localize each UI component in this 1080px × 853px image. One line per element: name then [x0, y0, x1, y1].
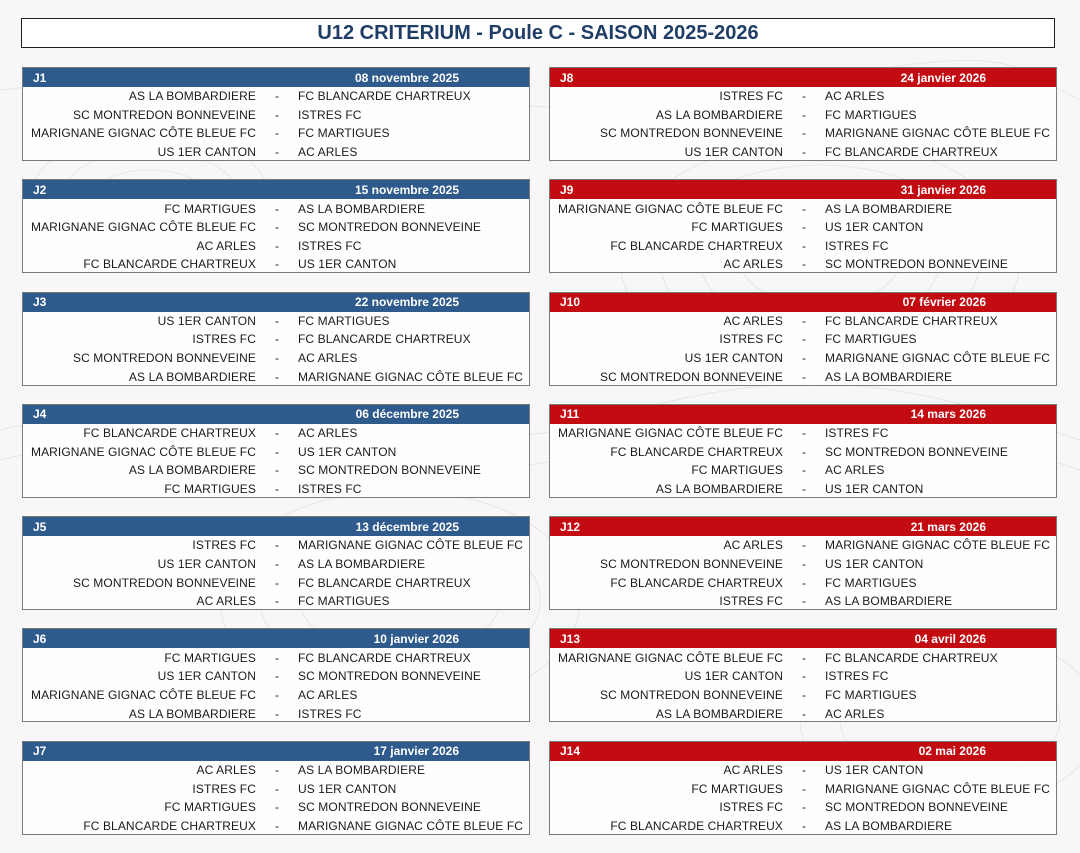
away-team: ISTRES FC: [825, 238, 889, 253]
away-team: AS LA BOMBARDIERE: [825, 369, 953, 384]
match-row: [23, 573, 529, 592]
home-team: ISTRES FC: [719, 89, 783, 104]
home-team: ISTRES FC: [719, 332, 783, 347]
match-separator: -: [274, 107, 280, 122]
round-day: J1: [33, 70, 47, 85]
match-row: [23, 555, 529, 574]
away-team: US 1ER CANTON: [825, 763, 924, 778]
match-separator: -: [801, 201, 807, 216]
away-team: US 1ER CANTON: [298, 444, 397, 459]
match-row: [23, 667, 529, 686]
round-date: 07 février 2026: [902, 295, 986, 310]
home-team: ISTRES FC: [719, 800, 783, 815]
round-day: J10: [560, 295, 581, 310]
home-team: SC MONTREDON BONNEVEINE: [600, 687, 783, 702]
match-row: [23, 106, 529, 125]
round-block: [22, 404, 530, 498]
away-team: ISTRES FC: [298, 481, 362, 496]
home-team: AC ARLES: [723, 257, 783, 272]
match-separator: -: [274, 201, 280, 216]
round-block: [549, 516, 1057, 610]
round-day: J12: [560, 519, 581, 534]
home-team: MARIGNANE GIGNAC CÔTE BLEUE FC: [30, 444, 256, 459]
match-row: [550, 367, 1056, 386]
home-team: AS LA BOMBARDIERE: [655, 706, 783, 721]
match-separator: -: [274, 313, 280, 328]
away-team: MARIGNANE GIGNAC CÔTE BLEUE FC: [825, 126, 1051, 141]
home-team: SC MONTREDON BONNEVEINE: [73, 575, 256, 590]
home-team: AC ARLES: [723, 763, 783, 778]
match-row: [550, 143, 1056, 162]
home-team: MARIGNANE GIGNAC CÔTE BLEUE FC: [30, 220, 256, 235]
away-team: AS LA BOMBARDIERE: [825, 818, 953, 833]
match-row: [550, 761, 1056, 780]
match-row: [550, 255, 1056, 274]
match-separator: -: [274, 781, 280, 796]
match-row: [23, 424, 529, 443]
away-team: SC MONTREDON BONNEVEINE: [825, 444, 1008, 459]
away-team: AS LA BOMBARDIERE: [298, 763, 426, 778]
home-team: FC MARTIGUES: [691, 781, 783, 796]
away-team: MARIGNANE GIGNAC CÔTE BLEUE FC: [825, 351, 1051, 366]
match-separator: -: [274, 669, 280, 684]
match-row: [550, 218, 1056, 237]
round-date: 06 décembre 2025: [355, 407, 459, 422]
home-team: US 1ER CANTON: [157, 145, 256, 160]
match-separator: -: [801, 444, 807, 459]
away-team: FC BLANCARDE CHARTREUX: [298, 332, 471, 347]
home-team: SC MONTREDON BONNEVEINE: [600, 557, 783, 572]
away-team: AC ARLES: [298, 426, 358, 441]
home-team: FC MARTIGUES: [691, 463, 783, 478]
round-block: [22, 179, 530, 273]
round-day: J14: [560, 744, 581, 759]
round-block: [549, 179, 1057, 273]
round-header: [550, 180, 1056, 199]
away-team: MARIGNANE GIGNAC CÔTE BLEUE FC: [298, 818, 524, 833]
round-header: [550, 742, 1056, 761]
round-header: [550, 517, 1056, 536]
match-separator: -: [274, 818, 280, 833]
away-team: FC BLANCARDE CHARTREUX: [298, 89, 471, 104]
round-date: 21 mars 2026: [910, 519, 986, 534]
first-leg-column: [22, 67, 530, 853]
match-separator: -: [274, 650, 280, 665]
round-day: J3: [33, 295, 47, 310]
away-team: MARIGNANE GIGNAC CÔTE BLEUE FC: [298, 369, 524, 384]
home-team: AS LA BOMBARDIERE: [655, 481, 783, 496]
home-team: AS LA BOMBARDIERE: [128, 706, 256, 721]
match-separator: -: [274, 220, 280, 235]
home-team: US 1ER CANTON: [684, 145, 783, 160]
round-day: J2: [33, 182, 47, 197]
home-team: AS LA BOMBARDIERE: [655, 107, 783, 122]
round-header: [23, 68, 529, 87]
match-row: [23, 592, 529, 611]
round-header: [23, 517, 529, 536]
round-date: 17 janvier 2026: [373, 744, 459, 759]
match-separator: -: [274, 145, 280, 160]
round-day: J5: [33, 519, 47, 534]
match-row: [23, 330, 529, 349]
round-header: [23, 180, 529, 199]
home-team: US 1ER CANTON: [157, 669, 256, 684]
match-row: [550, 349, 1056, 368]
match-separator: -: [274, 575, 280, 590]
match-row: [550, 461, 1056, 480]
away-team: SC MONTREDON BONNEVEINE: [825, 800, 1008, 815]
home-team: ISTRES FC: [192, 538, 256, 553]
away-team: AC ARLES: [298, 145, 358, 160]
match-separator: -: [274, 444, 280, 459]
away-team: FC BLANCARDE CHARTREUX: [298, 650, 471, 665]
away-team: FC MARTIGUES: [298, 594, 390, 609]
away-team: SC MONTREDON BONNEVEINE: [298, 800, 481, 815]
match-row: [23, 87, 529, 106]
away-team: MARIGNANE GIGNAC CÔTE BLEUE FC: [825, 781, 1051, 796]
home-team: US 1ER CANTON: [684, 351, 783, 366]
home-team: MARIGNANE GIGNAC CÔTE BLEUE FC: [557, 650, 783, 665]
home-team: SC MONTREDON BONNEVEINE: [600, 369, 783, 384]
match-row: [23, 779, 529, 798]
home-team: AS LA BOMBARDIERE: [128, 89, 256, 104]
match-separator: -: [274, 351, 280, 366]
match-separator: -: [801, 669, 807, 684]
home-team: FC BLANCARDE CHARTREUX: [610, 575, 783, 590]
home-team: FC BLANCARDE CHARTREUX: [610, 818, 783, 833]
round-header: [550, 405, 1056, 424]
match-row: [550, 424, 1056, 443]
match-separator: -: [801, 332, 807, 347]
round-block: [22, 67, 530, 161]
home-team: SC MONTREDON BONNEVEINE: [73, 351, 256, 366]
round-header: [23, 742, 529, 761]
round-date: 24 janvier 2026: [900, 70, 986, 85]
match-row: [23, 312, 529, 331]
away-team: AS LA BOMBARDIERE: [825, 594, 953, 609]
away-team: US 1ER CANTON: [825, 220, 924, 235]
match-row: [23, 761, 529, 780]
match-separator: -: [274, 538, 280, 553]
away-team: AS LA BOMBARDIERE: [298, 557, 426, 572]
match-row: [23, 461, 529, 480]
home-team: AC ARLES: [196, 763, 256, 778]
home-team: AC ARLES: [723, 313, 783, 328]
home-team: FC BLANCARDE CHARTREUX: [83, 818, 256, 833]
away-team: FC BLANCARDE CHARTREUX: [825, 650, 998, 665]
away-team: US 1ER CANTON: [825, 557, 924, 572]
home-team: ISTRES FC: [192, 781, 256, 796]
match-separator: -: [274, 594, 280, 609]
match-separator: -: [274, 369, 280, 384]
match-separator: -: [801, 257, 807, 272]
home-team: FC MARTIGUES: [164, 800, 256, 815]
match-separator: -: [801, 781, 807, 796]
match-row: [23, 255, 529, 274]
away-team: ISTRES FC: [298, 107, 362, 122]
away-team: AC ARLES: [298, 687, 358, 702]
match-separator: -: [274, 238, 280, 253]
match-row: [550, 648, 1056, 667]
match-separator: -: [274, 800, 280, 815]
match-separator: -: [801, 687, 807, 702]
match-separator: -: [801, 650, 807, 665]
away-team: FC BLANCARDE CHARTREUX: [298, 575, 471, 590]
round-block: [549, 67, 1057, 161]
away-team: FC MARTIGUES: [298, 313, 390, 328]
round-header: [550, 629, 1056, 648]
home-team: US 1ER CANTON: [157, 313, 256, 328]
round-day: J11: [560, 407, 580, 422]
home-team: AS LA BOMBARDIERE: [128, 369, 256, 384]
match-separator: -: [274, 126, 280, 141]
home-team: AS LA BOMBARDIERE: [128, 463, 256, 478]
round-day: J4: [33, 407, 47, 422]
match-row: [23, 442, 529, 461]
match-row: [550, 704, 1056, 723]
round-block: [549, 628, 1057, 722]
home-team: MARIGNANE GIGNAC CÔTE BLEUE FC: [557, 426, 783, 441]
round-date: 10 janvier 2026: [373, 631, 459, 646]
match-separator: -: [801, 538, 807, 553]
match-separator: -: [801, 313, 807, 328]
away-team: SC MONTREDON BONNEVEINE: [298, 220, 481, 235]
match-separator: -: [801, 763, 807, 778]
match-separator: -: [801, 426, 807, 441]
round-date: 22 novembre 2025: [354, 295, 459, 310]
match-separator: -: [801, 107, 807, 122]
away-team: AC ARLES: [825, 706, 885, 721]
match-separator: -: [801, 145, 807, 160]
match-separator: -: [801, 800, 807, 815]
round-block: [549, 741, 1057, 835]
home-team: FC BLANCARDE CHARTREUX: [610, 238, 783, 253]
match-separator: -: [801, 126, 807, 141]
match-separator: -: [801, 351, 807, 366]
round-day: J9: [560, 182, 574, 197]
home-team: ISTRES FC: [719, 594, 783, 609]
round-header: [550, 68, 1056, 87]
match-separator: -: [801, 557, 807, 572]
away-team: FC BLANCARDE CHARTREUX: [825, 145, 998, 160]
home-team: FC MARTIGUES: [164, 481, 256, 496]
away-team: FC MARTIGUES: [298, 126, 390, 141]
home-team: FC MARTIGUES: [164, 201, 256, 216]
away-team: ISTRES FC: [825, 669, 889, 684]
match-row: [550, 779, 1056, 798]
away-team: FC MARTIGUES: [825, 687, 917, 702]
match-row: [550, 817, 1056, 836]
match-row: [23, 704, 529, 723]
match-separator: -: [801, 481, 807, 496]
home-team: US 1ER CANTON: [684, 669, 783, 684]
away-team: AC ARLES: [825, 89, 885, 104]
second-leg-column: [549, 67, 1057, 853]
match-separator: -: [801, 818, 807, 833]
away-team: SC MONTREDON BONNEVEINE: [298, 669, 481, 684]
round-block: [22, 516, 530, 610]
match-separator: -: [274, 426, 280, 441]
match-row: [23, 648, 529, 667]
match-row: [23, 199, 529, 218]
match-separator: -: [801, 220, 807, 235]
round-day: J8: [560, 70, 574, 85]
match-row: [23, 686, 529, 705]
round-date: 02 mai 2026: [918, 744, 986, 759]
round-header: [550, 293, 1056, 312]
match-row: [23, 798, 529, 817]
away-team: AC ARLES: [298, 351, 358, 366]
round-day: J6: [33, 631, 47, 646]
away-team: ISTRES FC: [298, 706, 362, 721]
home-team: AC ARLES: [723, 538, 783, 553]
match-row: [550, 442, 1056, 461]
match-separator: -: [801, 89, 807, 104]
match-row: [550, 555, 1056, 574]
away-team: FC MARTIGUES: [825, 332, 917, 347]
match-separator: -: [274, 557, 280, 572]
match-row: [550, 686, 1056, 705]
match-row: [550, 236, 1056, 255]
page-title: U12 CRITERIUM - Poule C - SAISON 2025-2026: [21, 18, 1055, 48]
away-team: AS LA BOMBARDIERE: [298, 201, 426, 216]
round-date: 31 janvier 2026: [900, 182, 986, 197]
away-team: AC ARLES: [825, 463, 885, 478]
away-team: US 1ER CANTON: [825, 481, 924, 496]
round-date: 08 novembre 2025: [354, 70, 459, 85]
match-separator: -: [801, 575, 807, 590]
match-separator: -: [274, 332, 280, 347]
home-team: FC BLANCARDE CHARTREUX: [610, 444, 783, 459]
away-team: FC BLANCARDE CHARTREUX: [825, 313, 998, 328]
match-row: [23, 218, 529, 237]
away-team: ISTRES FC: [825, 426, 889, 441]
match-row: [23, 236, 529, 255]
match-row: [550, 199, 1056, 218]
home-team: FC BLANCARDE CHARTREUX: [83, 426, 256, 441]
match-separator: -: [274, 763, 280, 778]
round-header: [23, 405, 529, 424]
match-row: [550, 106, 1056, 125]
match-row: [23, 349, 529, 368]
away-team: SC MONTREDON BONNEVEINE: [825, 257, 1008, 272]
home-team: MARIGNANE GIGNAC CÔTE BLEUE FC: [30, 687, 256, 702]
match-separator: -: [274, 481, 280, 496]
match-row: [550, 330, 1056, 349]
home-team: AC ARLES: [196, 238, 256, 253]
match-separator: -: [274, 706, 280, 721]
match-row: [550, 667, 1056, 686]
home-team: SC MONTREDON BONNEVEINE: [73, 107, 256, 122]
home-team: FC MARTIGUES: [164, 650, 256, 665]
home-team: MARIGNANE GIGNAC CÔTE BLEUE FC: [557, 201, 783, 216]
round-day: J13: [560, 631, 581, 646]
match-separator: -: [274, 89, 280, 104]
round-block: [22, 741, 530, 835]
match-separator: -: [801, 369, 807, 384]
home-team: MARIGNANE GIGNAC CÔTE BLEUE FC: [30, 126, 256, 141]
match-separator: -: [274, 463, 280, 478]
away-team: SC MONTREDON BONNEVEINE: [298, 463, 481, 478]
match-row: [550, 124, 1056, 143]
match-row: [23, 536, 529, 555]
match-row: [23, 480, 529, 499]
away-team: FC MARTIGUES: [825, 575, 917, 590]
match-separator: -: [801, 706, 807, 721]
match-separator: -: [801, 463, 807, 478]
round-header: [23, 293, 529, 312]
match-separator: -: [801, 238, 807, 253]
match-row: [550, 592, 1056, 611]
round-date: 04 avril 2026: [914, 631, 986, 646]
home-team: AC ARLES: [196, 594, 256, 609]
home-team: FC BLANCARDE CHARTREUX: [83, 257, 256, 272]
round-day: J7: [33, 744, 47, 759]
match-row: [550, 312, 1056, 331]
match-row: [23, 143, 529, 162]
match-row: [550, 536, 1056, 555]
home-team: US 1ER CANTON: [157, 557, 256, 572]
round-block: [22, 292, 530, 386]
round-block: [22, 628, 530, 722]
match-separator: -: [274, 257, 280, 272]
match-row: [550, 480, 1056, 499]
round-date: 13 décembre 2025: [355, 519, 459, 534]
round-header: [23, 629, 529, 648]
home-team: FC MARTIGUES: [691, 220, 783, 235]
round-date: 14 mars 2026: [910, 407, 986, 422]
away-team: MARIGNANE GIGNAC CÔTE BLEUE FC: [298, 538, 524, 553]
match-row: [550, 798, 1056, 817]
match-row: [23, 124, 529, 143]
away-team: US 1ER CANTON: [298, 257, 397, 272]
round-block: [549, 292, 1057, 386]
away-team: AS LA BOMBARDIERE: [825, 201, 953, 216]
away-team: MARIGNANE GIGNAC CÔTE BLEUE FC: [825, 538, 1051, 553]
match-row: [23, 817, 529, 836]
round-block: [549, 404, 1057, 498]
away-team: ISTRES FC: [298, 238, 362, 253]
home-team: ISTRES FC: [192, 332, 256, 347]
round-date: 15 novembre 2025: [354, 182, 459, 197]
match-row: [550, 87, 1056, 106]
match-row: [23, 367, 529, 386]
match-separator: -: [274, 687, 280, 702]
away-team: FC MARTIGUES: [825, 107, 917, 122]
match-separator: -: [801, 594, 807, 609]
match-row: [550, 573, 1056, 592]
home-team: SC MONTREDON BONNEVEINE: [600, 126, 783, 141]
away-team: US 1ER CANTON: [298, 781, 397, 796]
